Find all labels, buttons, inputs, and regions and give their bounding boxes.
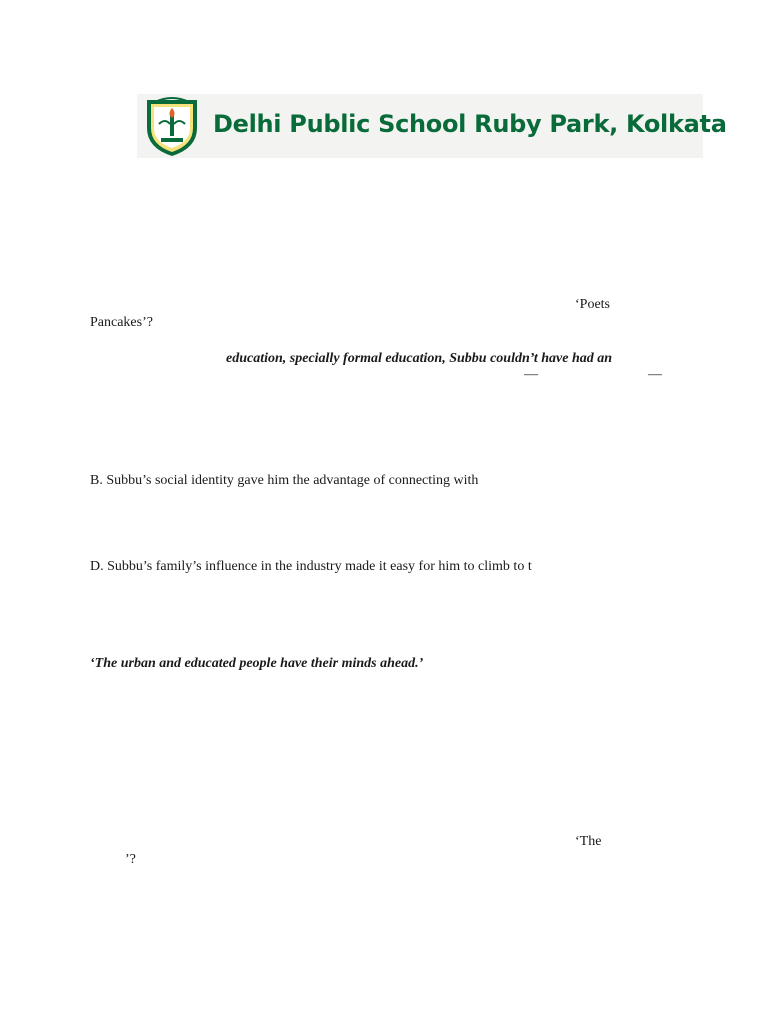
question-3-text-part1: ‘The (575, 834, 602, 849)
school-header-banner (137, 94, 727, 158)
question-1-text-part2: Pancakes’? (90, 315, 153, 330)
blank-dash-2: — (648, 367, 662, 382)
school-crest-icon (143, 94, 201, 158)
option-b: B. Subbu’s social identity gave him the advantage of connecting with (90, 473, 479, 488)
question-2-quote: ‘The urban and educated people have their minds ahead.’ (90, 656, 424, 671)
question-3-text-part2: ’? (125, 852, 136, 867)
option-d: D. Subbu’s family’s influence in the industry made it easy for him to climb to t (90, 559, 532, 574)
school-name: Delhi Public School Ruby Park, Kolkata (213, 110, 727, 138)
question-1-quote: education, specially formal education, Subbu couldn’t have had an (226, 351, 613, 366)
question-1-text-part1: ‘Poets (575, 297, 610, 312)
blank-dash-1: — (524, 367, 538, 382)
